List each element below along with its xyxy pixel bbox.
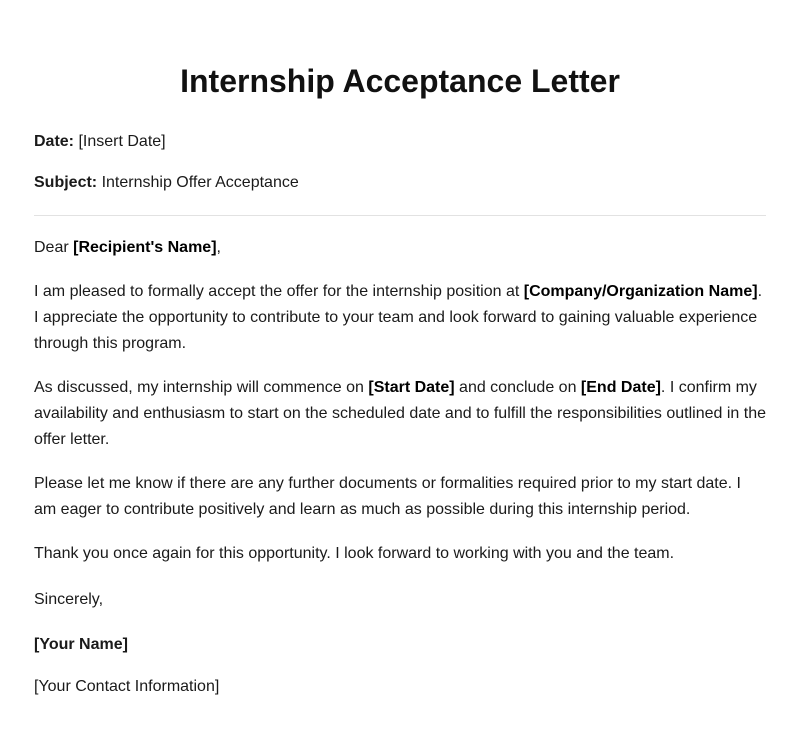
greeting-prefix: Dear — [34, 239, 74, 256]
divider — [34, 215, 766, 216]
signature-name: [Your Name] — [34, 636, 128, 653]
start-date: [Start Date] — [368, 379, 455, 396]
date-value: [Insert Date] — [78, 133, 166, 150]
end-date: [End Date] — [580, 379, 661, 396]
paragraph-acceptance — [34, 279, 766, 357]
greeting — [34, 235, 766, 261]
para2-text-c: . I confirm my availability and enthusiasm to start on the scheduled date and to fulfill the responsibilities outlined in the offer letter. — [34, 379, 767, 448]
subject-label: Subject: — [34, 174, 98, 191]
para2-text-b: and conclude on — [454, 379, 581, 396]
company-name: [Company/Organization Name] — [523, 283, 758, 300]
para1-text-b: . I appreciate the opportunity to contribute to your team and look forward to gaining valuable experience through this program. — [34, 283, 763, 352]
subject-line — [34, 173, 766, 193]
paragraph-thanks: Thank you once again for this opportunity. I look forward to working with you and the team. — [34, 545, 675, 562]
recipient-name: [Recipient's Name] — [73, 239, 217, 256]
paragraph-dates — [34, 375, 766, 453]
date-label: Date: — [34, 133, 75, 150]
subject-value: Internship Offer Acceptance — [101, 174, 299, 191]
page-title: Internship Acceptance Letter — [180, 63, 620, 99]
para2-text-a: As discussed, my internship will commence on — [34, 379, 369, 396]
greeting-suffix: , — [216, 239, 221, 256]
paragraph-documents: Please let me know if there are any further documents or formalities required prior to my start date. I am eager to contribute positively and learn as much as possible during this internship period. — [34, 475, 741, 518]
para1-text-a: I am pleased to formally accept the offer for the internship position at — [34, 283, 524, 300]
date-line — [34, 132, 766, 152]
contact-information: [Your Contact Information] — [34, 678, 220, 695]
closing: Sincerely, — [34, 591, 104, 608]
